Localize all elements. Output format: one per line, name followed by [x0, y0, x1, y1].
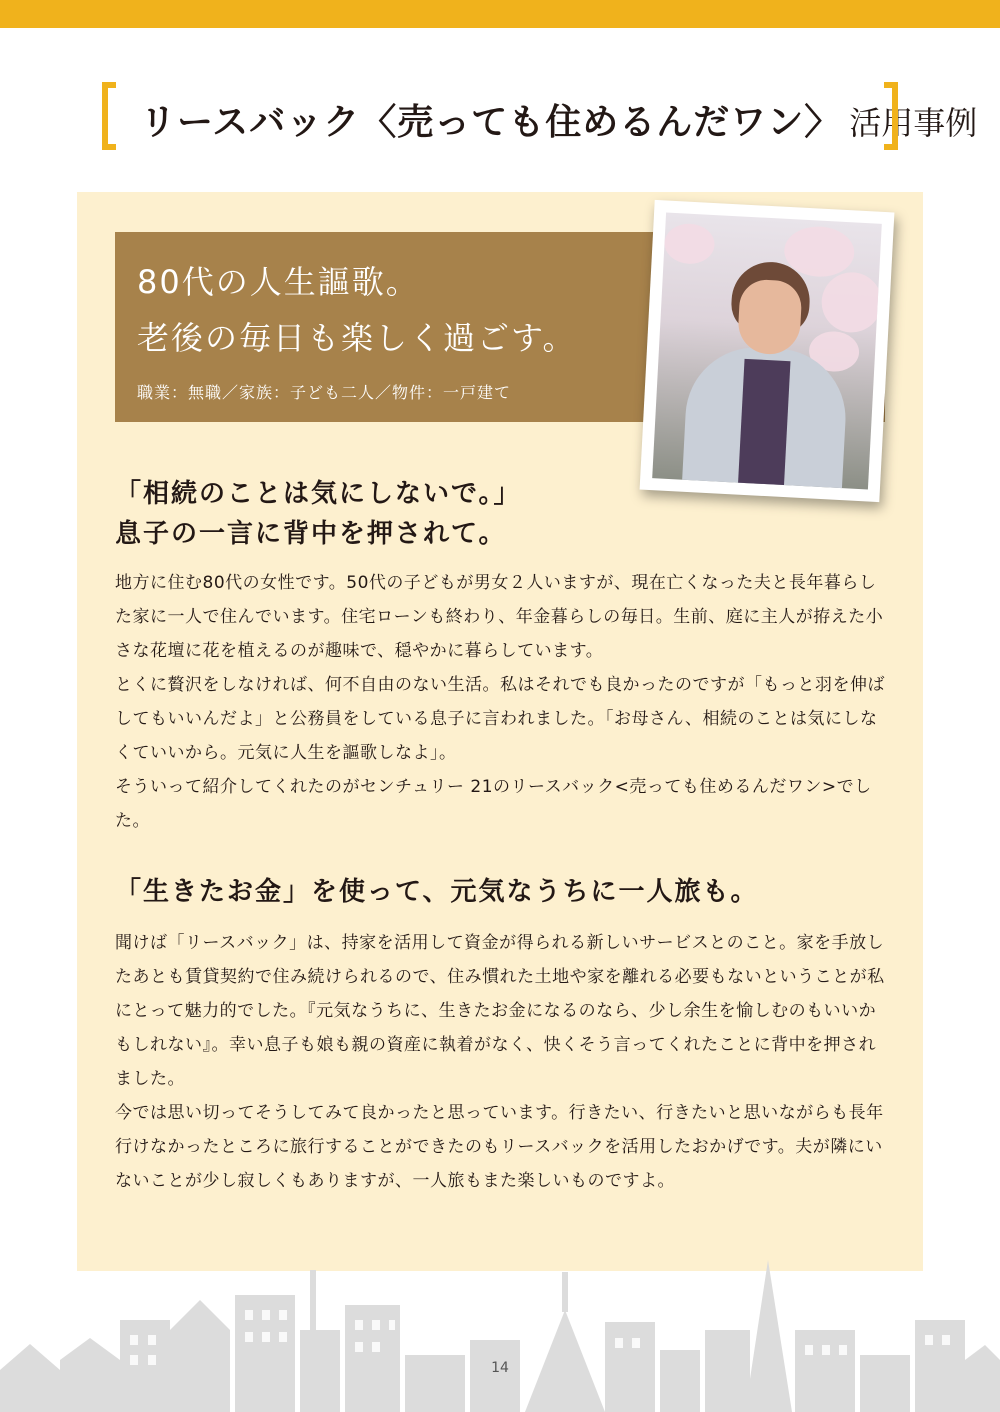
page-number: 14 — [491, 1360, 509, 1376]
left-bracket-decoration — [102, 82, 116, 150]
headline-line-2: 老後の毎日も楽しく過ごす。 — [137, 319, 577, 357]
right-bracket-decoration — [884, 82, 898, 150]
portrait-photo-frame — [640, 200, 895, 502]
section1-paragraph: そういって紹介してくれたのがセンチュリー 21のリースバック<売っても住めるんだワン>でした。 — [115, 777, 872, 831]
page-title — [140, 94, 978, 145]
section1-heading — [115, 474, 521, 554]
page-title-block — [100, 82, 978, 152]
city-skyline-illustration — [0, 1260, 1000, 1412]
portrait-photo — [652, 213, 882, 490]
section1-paragraph: とくに贅沢をしなければ、何不自由のない生活。私はそれでも良かったのですが「もっと羽を伸ばしてもいいんだよ」と公務員をしている息子に言われました。「お母さん、相続のことは気にしなくていいから。元気に人生を謳歌しなよ」。 — [115, 675, 885, 763]
section1-heading-line-2: 息子の一言に背中を押されて。 — [115, 519, 507, 549]
top-accent-bar — [0, 0, 1000, 28]
section2-paragraph: 聞けば「リースバック」は、持家を活用して資金が得られる新しいサービスとのこと。家を手放したあとも賃貸契約で住み続けられるので、住み慣れた土地や家を離れる必要もないということが私にとって魅力的でした。『元気なうちに、生きたお金になるのなら、少し余生を愉しむのもいいかもしれない』。幸い息子も娘も親の資産に執着がなく、快くそう言ってくれたことに背中を押されました。 — [115, 933, 885, 1089]
section1-body — [115, 566, 890, 838]
page-title-sub: 活用事例 — [849, 104, 978, 142]
section1-heading-line-1: 「相続のことは気にしないで。」 — [115, 479, 522, 509]
headline — [137, 254, 576, 366]
headline-line-1: 80代の人生謳歌。 — [137, 263, 420, 301]
section2-heading: 「生きたお金」を使って、元気なうちに一人旅も。 — [115, 877, 759, 907]
profile-info: 職業：無職／家族：子ども二人／物件：一戸建て — [137, 383, 512, 402]
section1-paragraph: 地方に住む80代の女性です。50代の子どもが男女２人いますが、現在亡くなった夫と長年暮らした家に一人で住んでいます。住宅ローンも終わり、年金暮らしの毎日。生前、庭に主人が拵えた小さな花壇に花を植えるのが趣味で、穏やかに暮らしています。 — [115, 573, 884, 661]
section2-paragraph: 今では思い切ってそうしてみて良かったと思っています。行きたい、行きたいと思いながらも長年行けなかったところに旅行することができたのもリースバックを活用したおかげです。夫が隣にいないことが少し寂しくもありますが、一人旅もまた楽しいものですよ。 — [115, 1103, 884, 1191]
page-title-main: リースバック〈売っても住めるんだワン〉 — [140, 102, 842, 143]
section2-body — [115, 926, 890, 1198]
